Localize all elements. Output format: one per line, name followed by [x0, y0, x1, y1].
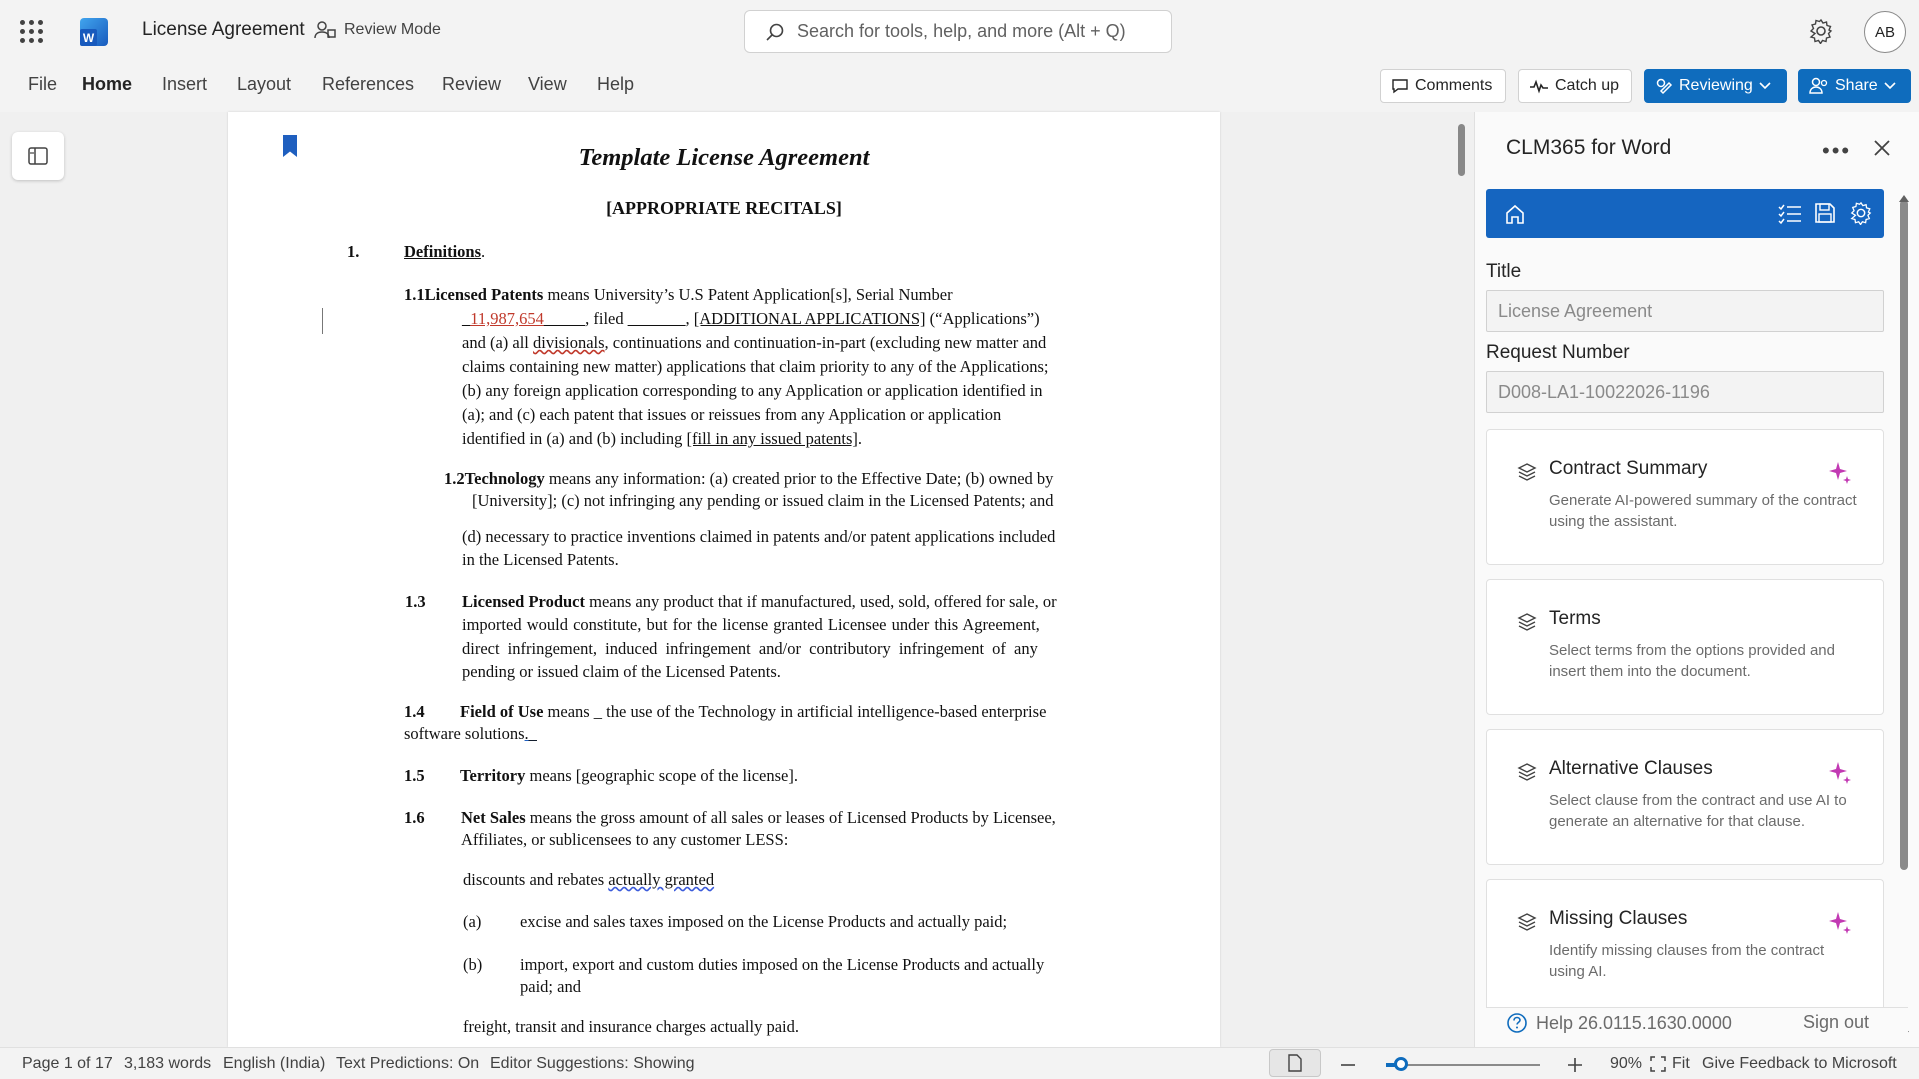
- card-title: Terms: [1549, 608, 1601, 629]
- scroll-up-icon[interactable]: [1898, 193, 1910, 203]
- blank: _____: [543, 309, 586, 328]
- tab-review[interactable]: Review: [442, 74, 502, 94]
- grammar-flag[interactable]: ._: [524, 724, 537, 743]
- blank: _______: [627, 309, 686, 328]
- tab-insert[interactable]: Insert: [162, 74, 208, 94]
- share-label: Share: [1835, 77, 1878, 94]
- user-avatar[interactable]: AB: [1864, 11, 1906, 53]
- text-predictions-status[interactable]: Text Predictions: On: [336, 1055, 480, 1072]
- clause-number: 1.6: [404, 808, 425, 827]
- card-title: Missing Clauses: [1549, 908, 1688, 929]
- help-link[interactable]: [1506, 1012, 1732, 1034]
- catch-up-button[interactable]: [1518, 69, 1632, 103]
- search-placeholder: Search for tools, help, and more (Alt + Q): [797, 21, 1126, 41]
- pane-scrollbar[interactable]: [1900, 200, 1908, 870]
- clause-1-4-line-1: [460, 700, 1046, 723]
- blank: _: [462, 309, 471, 328]
- editor-suggestions-status[interactable]: Editor Suggestions: Showing: [490, 1055, 695, 1072]
- section-number: 1.: [347, 242, 360, 261]
- search-icon: [765, 22, 785, 42]
- more-options-icon[interactable]: •••: [1822, 138, 1852, 163]
- clause-text: (“Applications”): [925, 309, 1040, 328]
- pane-title: CLM365 for Word: [1506, 136, 1672, 159]
- defined-term: Licensed Patents: [424, 285, 544, 304]
- pulse-icon: [1529, 78, 1549, 94]
- clause-1-2-line-2: [University]; (c) not infringing any pending or issued claim in the Licensed Patents; and: [472, 491, 1054, 510]
- defined-term: Territory: [460, 766, 526, 785]
- comments-label: Comments: [1415, 77, 1493, 94]
- tab-help[interactable]: Help: [597, 74, 635, 94]
- clause-1-2-line-1: [444, 467, 1053, 490]
- settings-gear-icon[interactable]: [1808, 18, 1834, 48]
- defined-term: Licensed Product: [462, 592, 585, 611]
- request-number-label: Request Number: [1486, 342, 1630, 363]
- clause-text: means _ the use of the Technology in artificial intelligence-based enterprise: [543, 702, 1047, 721]
- item-label: (b): [463, 955, 483, 974]
- tab-references[interactable]: References: [322, 74, 415, 94]
- help-version: Help 26.0115.1630.0000: [1536, 1012, 1732, 1033]
- tab-view[interactable]: View: [528, 74, 567, 94]
- defined-term: Net Sales: [461, 808, 526, 827]
- layers-icon: [1517, 762, 1537, 782]
- item-b-line-2: paid; and: [520, 977, 581, 996]
- chevron-down-icon: [1759, 82, 1771, 90]
- zoom-slider-thumb[interactable]: [1394, 1057, 1408, 1071]
- card-title: Alternative Clauses: [1549, 758, 1713, 779]
- clause-number: 1.1: [404, 285, 425, 304]
- layers-icon: [1517, 462, 1537, 482]
- comments-button[interactable]: [1380, 69, 1506, 103]
- clause-number: 1.5: [404, 766, 425, 785]
- clause-text: .: [857, 429, 863, 448]
- review-mode-indicator[interactable]: [314, 20, 441, 40]
- share-button[interactable]: [1798, 69, 1911, 103]
- contract-summary-card[interactable]: [1486, 429, 1884, 565]
- clause-text: means the gross amount of all sales or leases of Licensed Products by Licensee,: [525, 808, 1056, 827]
- clause-1-5-line-1: [460, 764, 798, 787]
- tab-file[interactable]: File: [28, 74, 58, 94]
- item-label: (a): [463, 912, 482, 931]
- document-page[interactable]: [228, 112, 1220, 1047]
- card-title: Contract Summary: [1549, 458, 1708, 479]
- freight-line: freight, transit and insurance charges actually paid.: [463, 1017, 799, 1036]
- clause-text: means any information: (a) created prior to the Effective Date; (b) owned by: [544, 469, 1054, 488]
- clause-text: , continuations and continuation-in-part (excluding new matter and: [604, 333, 1047, 352]
- fit-icon: [1650, 1056, 1666, 1072]
- clause-text: and (a) all: [462, 333, 534, 352]
- ai-sparkle-icon: [1827, 460, 1853, 486]
- pane-toolbar: [1486, 189, 1884, 238]
- clause-1-1-line-7: [462, 427, 862, 450]
- navigation-icon: [27, 145, 49, 167]
- feedback-link[interactable]: Give Feedback to Microsoft: [1702, 1055, 1897, 1072]
- request-number-field[interactable]: D008-LA1-10022026-1196: [1486, 371, 1884, 413]
- card-description: Select clause from the contract and use AI to generate an alternative for that clause.: [1549, 792, 1847, 830]
- clause-1-1-line-2: _11,987,654_____, filed _______, [ADDITIONAL APPLICATIONS] (“Applications”): [462, 309, 1040, 328]
- app-launcher-icon[interactable]: [20, 20, 44, 44]
- home-icon[interactable]: [1504, 203, 1526, 225]
- fit-label: Fit: [1672, 1055, 1690, 1072]
- clause-1-3-line-2: imported would constitute, but for the license granted Licensee under this Agreement,: [462, 615, 1040, 634]
- clause-number: 1.3: [405, 592, 426, 611]
- clause-1-6-line-1: [461, 806, 1056, 829]
- discounts-line: [463, 868, 714, 891]
- share-people-icon: [1809, 77, 1829, 95]
- navigation-pane-button[interactable]: [12, 132, 64, 180]
- page-count[interactable]: Page 1 of 17: [22, 1055, 113, 1072]
- clause-1-2-line-3: (d) necessary to practice inventions claimed in patents and/or patent applications included: [462, 527, 1056, 546]
- alternative-clauses-card[interactable]: [1486, 729, 1884, 865]
- clause-1-1-line-6: (a); and (c) each patent that issues or reissues from any Application or application: [462, 405, 1002, 424]
- terms-card[interactable]: [1486, 579, 1884, 715]
- change-bar: [322, 308, 323, 334]
- clause-1-4-line-2: [404, 722, 537, 745]
- ai-sparkle-icon: [1827, 910, 1853, 936]
- item-a-text: excise and sales taxes imposed on the License Products and actually paid;: [520, 912, 1008, 931]
- placeholder-text: [ADDITIONAL APPLICATIONS]: [693, 309, 926, 328]
- defined-term: Technology: [464, 469, 545, 488]
- clause-1-3-line-4: pending or issued claim of the Licensed Patents.: [462, 662, 781, 681]
- catch-up-label: Catch up: [1555, 77, 1620, 94]
- clause-1-1-line-5: (b) any foreign application corresponding to any Application or application identified in: [462, 381, 1043, 400]
- clause-text: , filed: [585, 309, 628, 328]
- clause-1-3-line-3: direct infringement, induced infringement and/or contributory infringement of any: [462, 639, 1038, 658]
- review-icon: [1655, 77, 1673, 95]
- missing-clauses-card[interactable]: [1486, 879, 1884, 1007]
- zoom-in-icon[interactable]: [1567, 1057, 1583, 1073]
- save-icon[interactable]: [1814, 202, 1836, 224]
- language-indicator[interactable]: English (India): [223, 1055, 326, 1072]
- title-field[interactable]: License Agreement: [1486, 290, 1884, 332]
- defined-term: Field of Use: [460, 702, 544, 721]
- clause-1-1-line-4: claims containing new matter) applications that claim priority to any of the Applications;: [462, 357, 1049, 376]
- clause-number: 1.4: [404, 702, 425, 721]
- sign-out-link[interactable]: Sign out: [1803, 1012, 1870, 1032]
- card-description: Identify missing clauses from the contract using AI.: [1549, 942, 1825, 980]
- fit-button[interactable]: [1650, 1055, 1690, 1073]
- clause-1-6-line-2: Affiliates, or sublicensees to any customer LESS:: [461, 830, 789, 849]
- clause-text: means any product that if manufactured, used, sold, offered for sale, or: [585, 592, 1057, 611]
- clause-text: means [geographic scope of the license].: [525, 766, 798, 785]
- title-field-label: Title: [1486, 261, 1522, 282]
- clause-text: means University’s U.S Patent Application[s], Serial Number: [543, 285, 953, 304]
- spelling-flag[interactable]: divisionals: [533, 333, 605, 352]
- settings-icon[interactable]: [1849, 201, 1873, 225]
- item-b-line-1: import, export and custom duties imposed on the License Products and actually: [520, 955, 1045, 974]
- word-count[interactable]: 3,183 words: [124, 1055, 212, 1072]
- clause-text: discounts and rebates: [463, 870, 609, 889]
- layers-icon: [1517, 612, 1537, 632]
- ai-sparkle-icon: [1827, 760, 1853, 786]
- card-description: Generate AI-powered summary of the contract using the assistant.: [1549, 492, 1857, 530]
- document-scrollbar[interactable]: [1458, 124, 1465, 176]
- zoom-level[interactable]: 90%: [1610, 1055, 1643, 1072]
- review-mode-label: Review Mode: [344, 21, 441, 38]
- zoom-slider-track[interactable]: [1386, 1064, 1540, 1066]
- clause-1-1-line-3: [462, 331, 1046, 354]
- clause-1-3-line-1: [462, 590, 1057, 613]
- checklist-icon[interactable]: [1778, 203, 1802, 225]
- print-layout-button[interactable]: [1269, 1049, 1321, 1077]
- zoom-out-icon[interactable]: [1340, 1063, 1356, 1067]
- recitals-heading: [APPROPRIATE RECITALS]: [606, 198, 842, 218]
- help-icon: [1506, 1012, 1528, 1034]
- tab-layout[interactable]: Layout: [237, 74, 292, 94]
- clause-text: software solutions: [404, 724, 525, 743]
- clause-text: identified in (a) and (b) including: [462, 429, 687, 448]
- clause-1-2-line-4: in the Licensed Patents.: [462, 550, 619, 569]
- comment-icon: [1391, 77, 1409, 95]
- clause-1-1-line-1: [404, 283, 953, 306]
- reviewing-button[interactable]: [1644, 69, 1787, 103]
- tab-home[interactable]: Home: [82, 74, 133, 94]
- chevron-down-icon: [1884, 82, 1896, 90]
- document-heading: Template License Agreement: [578, 144, 870, 171]
- document-title[interactable]: License Agreement: [142, 19, 305, 40]
- page-icon: [1288, 1054, 1302, 1072]
- people-icon: [314, 20, 336, 40]
- clause-number: 1.2: [444, 469, 465, 488]
- grammar-flag[interactable]: actually granted: [608, 870, 715, 889]
- serial-number[interactable]: 11,987,654: [470, 309, 544, 328]
- card-description: Select terms from the options provided and insert them into the document.: [1549, 642, 1835, 680]
- search-box[interactable]: [744, 10, 1172, 53]
- reviewing-label: Reviewing: [1679, 77, 1753, 94]
- layers-icon: [1517, 912, 1537, 932]
- close-icon[interactable]: [1872, 138, 1892, 162]
- word-logo-icon: W: [80, 18, 108, 46]
- definitions-heading: Definitions.: [404, 242, 486, 261]
- definitions-label: Definitions: [404, 242, 482, 261]
- placeholder-text: [fill in any issued patents]: [686, 429, 858, 448]
